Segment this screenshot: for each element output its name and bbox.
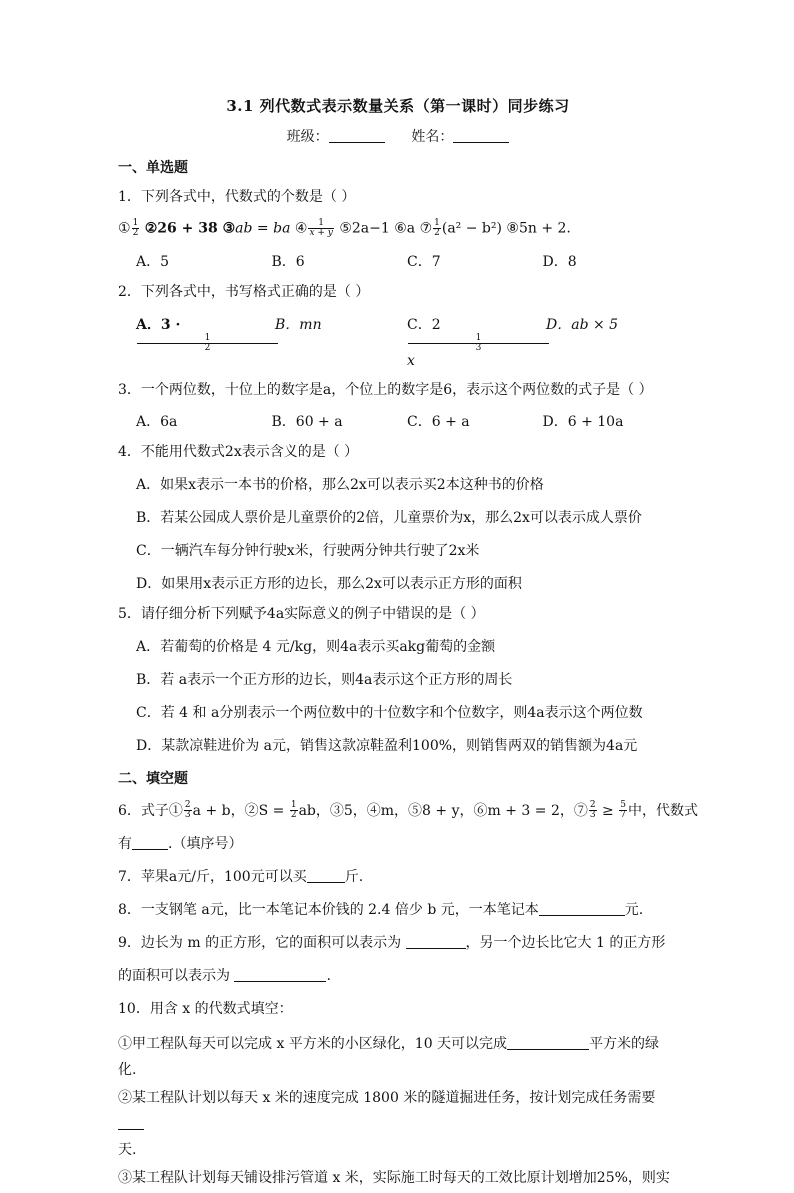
answer-blank[interactable] (406, 934, 466, 949)
option-c[interactable]: C．6 + a (407, 414, 470, 431)
name-label: 姓名： (411, 129, 454, 145)
q1-item: ④ (290, 220, 308, 237)
section-heading-single-choice: 一、单选题 (118, 160, 188, 176)
q1-fraction: $\frac{1}{2}$ (132, 217, 139, 238)
answer-blank[interactable] (234, 967, 326, 982)
question-8: 8．一支钢笔 a元，比一本笔记本价钱的 2.4 倍少 b 元，一本笔记本 元. (118, 902, 644, 919)
question-1-options (136, 251, 678, 271)
answer-blank[interactable] (132, 835, 168, 850)
question-10-part-3: ③某工程队计划每天铺设排污管道 x 米，实际施工时每天的工效比原计划增加25%，则实 (118, 1170, 670, 1187)
option-a[interactable]: A．5 (136, 253, 170, 270)
question-2-stem: 2．下列各式中，书写格式正确的是（ ） (118, 283, 370, 300)
question-4-stem: 4．不能用代数式2x表示含义的是（ ） (118, 444, 359, 461)
option-a[interactable]: A．6a (136, 414, 178, 431)
option-d[interactable]: D．6 + 10a (542, 414, 624, 431)
option-b[interactable]: B．若某公园成人票价是儿童票价的2倍，儿童票价为x，那么2x可以表示成人票价 (136, 510, 642, 527)
option-d[interactable]: D．某款凉鞋进价为 a元，销售这款凉鞋盈利100%，则销售两双的销售额为4a元 (136, 737, 638, 754)
question-1-stem: 1．下列各式中，代数式的个数是（ ） (118, 189, 356, 205)
question-10-part-2: ②某工程队计划以每天 x 米的速度完成 1800 米的隧道掘进任务，按计划完成任务需要 天. (118, 1090, 656, 1159)
answer-blank[interactable] (307, 868, 345, 883)
section-heading-fill-in: 二、填空题 (118, 770, 188, 787)
question-6-line1: 6．式子① $\frac{2}{3}$ a + b，②S = $\frac{1}{2}$ ab，③5，④m，⑤8 + y，⑥m + 3 = 2，⑦ $\frac{2}{3}$ ≥ $\frac{5}{7}$ 中，代数式 (118, 800, 698, 821)
question-1-items (118, 219, 678, 238)
option-b[interactable]: B．若 a表示一个正方形的边长，则4a表示这个正方形的周长 (136, 671, 513, 688)
q1-item: ab = ba (235, 220, 291, 237)
option-c[interactable]: C．7 (407, 253, 441, 270)
page-title: 3.1 列代数式表示数量关系（第一课时）同步练习 (226, 97, 570, 115)
question-10-part-1: ①甲工程队每天可以完成 x 平方米的小区绿化，10 天可以完成 平方米的绿 化. (118, 1036, 660, 1079)
question-7: 7．苹果a元/斤，100元可以买 斤. (118, 869, 364, 886)
option-d[interactable]: D．ab × 5 (546, 316, 619, 333)
q1-item: ②26 + 38 ③ (144, 220, 236, 237)
q1-fraction: $\frac{1}{2}$ (434, 217, 440, 238)
question-6-line2: 有 .（填序号） (118, 836, 243, 853)
option-a[interactable]: A．3 · $\frac{1}{2}$ (136, 314, 275, 369)
class-blank[interactable] (329, 128, 385, 143)
question-5-stem: 5．请仔细分析下列赋予4a实际意义的例子中错误的是（ ） (118, 606, 485, 623)
class-label: 班级： (286, 129, 329, 145)
option-c[interactable]: C．一辆汽车每分钟行驶x米，行驶两分钟共行驶了2x米 (136, 543, 480, 560)
q1-fraction: $\frac{1}{x + y}$ (309, 217, 333, 238)
q1-item: ① (118, 220, 131, 237)
name-blank[interactable] (453, 128, 509, 143)
option-b[interactable]: B．mn (275, 316, 322, 333)
answer-blank[interactable] (539, 901, 625, 916)
option-c[interactable]: C．2 $\frac{1}{3}$ x (407, 314, 546, 369)
option-a[interactable]: A．若葡萄的价格是 4 元/kg，则4a表示买akg葡萄的金额 (136, 638, 496, 655)
worksheet (118, 95, 698, 1193)
option-b[interactable]: B．6 (271, 253, 305, 270)
question-3-stem: 3．一个两位数，十位上的数字是a，个位上的数字是6，表示这个两位数的式子是（ ） (118, 381, 653, 398)
q1-item: ⑤2a−1 ⑥a ⑦ (339, 220, 433, 237)
question-9-line1: 9．边长为 m 的正方形，它的面积可以表示为 ，另一个边长比它大 1 的正方形 (118, 935, 666, 952)
question-2-options (136, 314, 678, 369)
option-b[interactable]: B．60 + a (271, 414, 343, 431)
question-10-stem: 10．用含 x 的代数式填空： (118, 1001, 293, 1018)
question-3-options (136, 411, 678, 431)
q1-item: (a² − b²) ⑧5n + 2. (441, 220, 571, 237)
option-c[interactable]: C．若 4 和 a分别表示一个两位数中的十位数字和个位数字，则4a表示这个两位数 (136, 704, 643, 721)
option-d[interactable]: D．8 (542, 253, 577, 270)
question-9-line2: 的面积可以表示为 . (118, 968, 331, 985)
class-name-line (118, 126, 678, 146)
option-d[interactable]: D．如果用x表示正方形的边长，那么2x可以表示正方形的面积 (136, 576, 522, 593)
option-a[interactable]: A．如果x表示一本书的价格，那么2x可以表示买2本这种书的价格 (136, 477, 544, 494)
answer-blank[interactable] (507, 1035, 589, 1050)
